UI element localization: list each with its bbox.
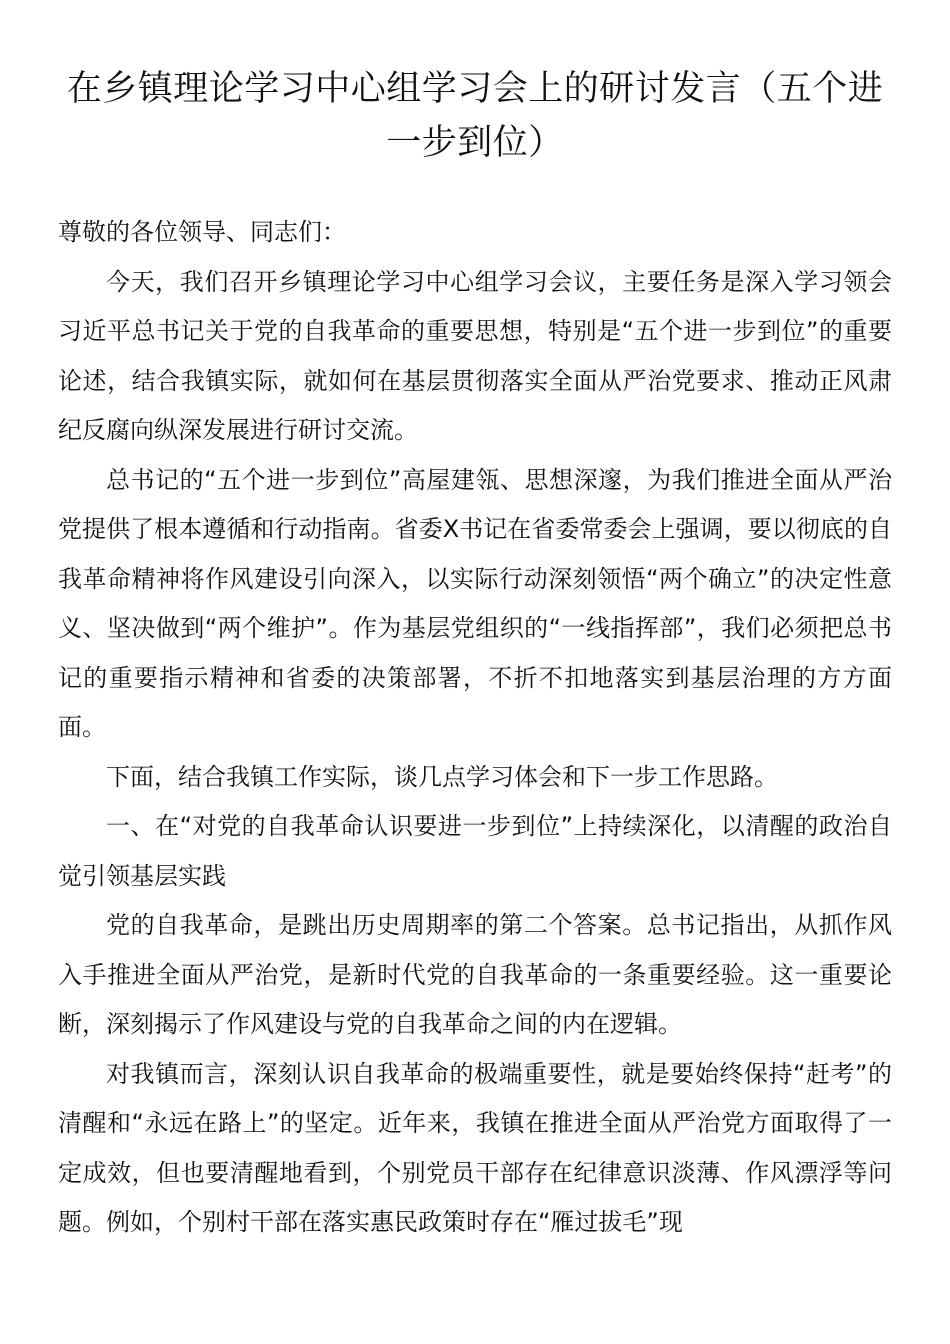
paragraph-town-practice: 对我镇而言，深刻认识自我革命的极端重要性，就是要始终保持“赶考”的清醒和“永远在路上”的坚定。近年来，我镇在推进全面从严治党方面取得了一定成效，但也要清醒地看到，个别党员干部存在纪律意识淡薄、作风漂浮等问题。例如，个别村干部在落实惠民政策时存在“雁过拔毛”现 xyxy=(58,1059,892,1236)
document-title: 在乡镇理论学习中心组学习会上的研讨发言（五个进一步到位） xyxy=(66,69,884,163)
paragraph-intro: 今天，我们召开乡镇理论学习中心组学习会议，主要任务是深入学习领会习近平总书记关于党的自我革命的重要思想，特别是“五个进一步到位”的重要论述，结合我镇实际，就如何在基层贯彻落实全面从严治党要求、推动正风肃纪反腐向纵深发展进行研讨交流。 xyxy=(58,267,892,444)
document-body xyxy=(58,208,892,1248)
salutation: 尊敬的各位领导、同志们： xyxy=(58,218,346,246)
paragraph-self-revolution: 党的自我革命，是跳出历史周期率的第二个答案。总书记指出，从抓作风入手推进全面从严治党，是新时代党的自我革命的一条重要经验。这一重要论断，深刻揭示了作风建设与党的自我革命之间的内在逻辑。 xyxy=(58,911,892,1038)
paragraph-guidance: 总书记的“五个进一步到位”高屋建瓴、思想深邃，为我们推进全面从严治党提供了根本遵循和行动指南。省委X书记在省委常委会上强调，要以彻底的自我革命精神将作风建设引向深入，以实际行动深刻领悟“两个确立”的决定性意义、坚决做到“两个维护”。作为基层党组织的“一线指挥部”，我们必须把总书记的重要指示精神和省委的决策部署，不折不扣地落实到基层治理的方方面面。 xyxy=(58,465,892,741)
paragraph-transition: 下面，结合我镇工作实际，谈几点学习体会和下一步工作思路。 xyxy=(106,762,778,791)
section-heading-1: 一、在“对党的自我革命认识要进一步到位”上持续深化，以清醒的政治自觉引领基层实践 xyxy=(58,812,892,890)
